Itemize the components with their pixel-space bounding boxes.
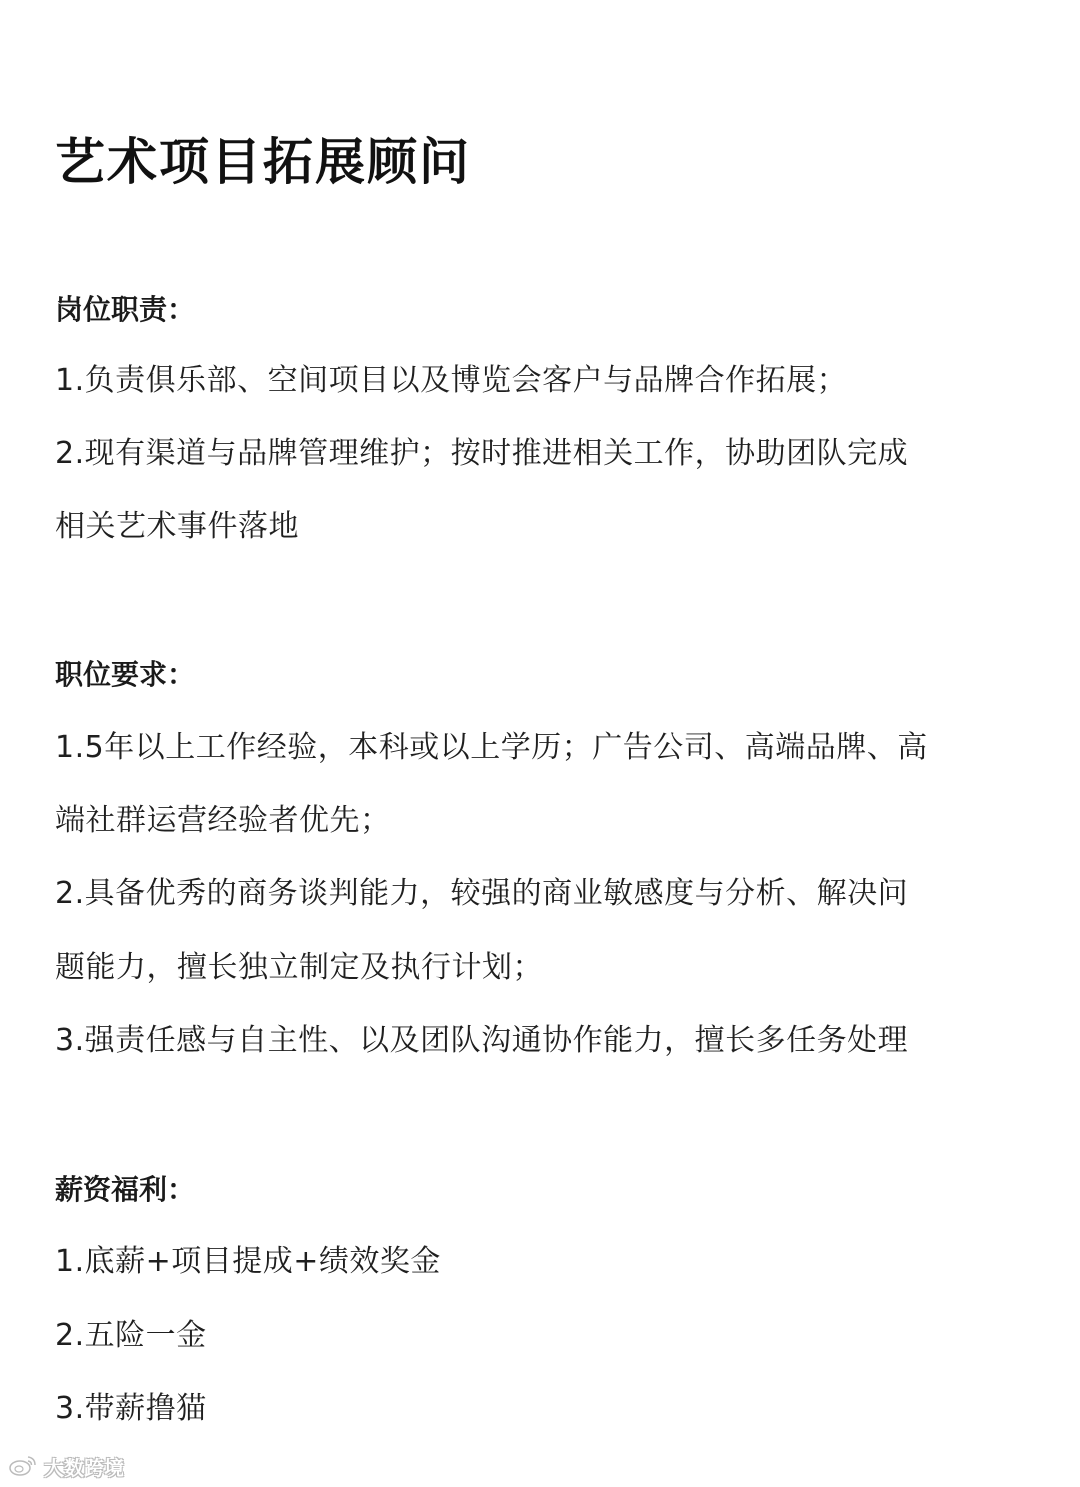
section-heading-benefits: 薪资福利： <box>55 1173 196 1206</box>
requirement-line-1: 1.5年以上工作经验，本科或以上学历；广告公司、高端品牌、高 <box>55 730 928 765</box>
responsibility-line-2: 2.现有渠道与品牌管理维护；按时推进相关工作，协助团队完成 <box>55 436 909 471</box>
section-heading-responsibilities: 岗位职责： <box>55 293 196 326</box>
benefit-line-3: 3.带薪撸猫 <box>55 1391 207 1426</box>
requirement-line-2: 端社群运营经验者优先； <box>55 803 391 838</box>
requirement-line-5: 3.强责任感与自主性、以及团队沟通协作能力，擅长多任务处理 <box>55 1023 909 1058</box>
watermark-text: 大数跨境 <box>44 1455 124 1480</box>
benefit-line-2: 2.五险一金 <box>55 1318 207 1353</box>
weibo-logo-icon <box>8 1454 38 1478</box>
requirement-line-3: 2.具备优秀的商务谈判能力，较强的商业敏感度与分析、解决问 <box>55 876 909 911</box>
responsibility-line-1: 1.负责俱乐部、空间项目以及博览会客户与品牌合作拓展； <box>55 363 848 398</box>
requirement-line-4: 题能力，擅长独立制定及执行计划； <box>55 950 543 985</box>
responsibility-line-3: 相关艺术事件落地 <box>55 509 299 544</box>
section-heading-requirements: 职位要求： <box>55 658 196 691</box>
benefit-line-1: 1.底薪+项目提成+绩效奖金 <box>55 1244 441 1279</box>
watermark <box>8 1450 124 1482</box>
page-title: 艺术项目拓展顾问 <box>55 133 471 191</box>
